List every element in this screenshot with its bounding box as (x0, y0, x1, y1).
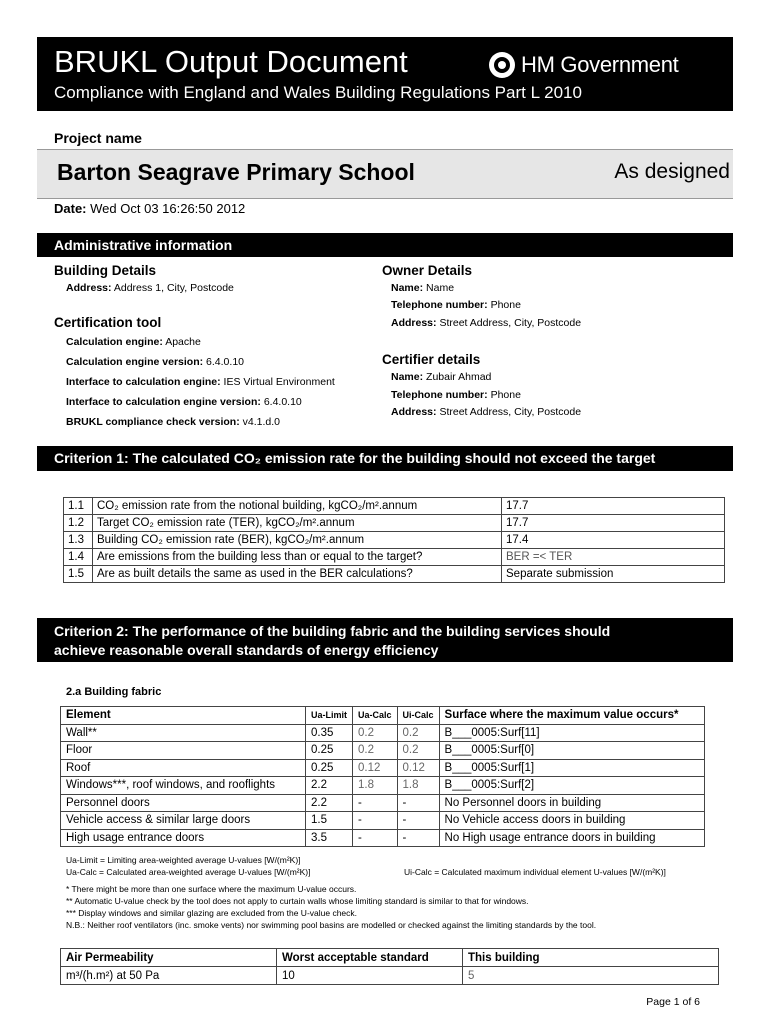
document-header (37, 37, 733, 111)
cell-surface: B___0005:Surf[2] (439, 777, 704, 795)
cert-item-label: Interface to calculation engine: (66, 376, 221, 388)
row-description: Target CO₂ emission rate (TER), kgCO₂/m².annum (93, 515, 502, 532)
col-header-ua-limit: Ua-Limit (306, 707, 353, 725)
certifier-item-label: Telephone number: (391, 389, 488, 401)
footnote: N.B.: Neither roof ventilators (inc. smoke vents) nor swimming pool basins are modelled or checked against the limiting standards by the tool. (66, 920, 597, 930)
row-number: 1.3 (64, 532, 93, 549)
certifier-item (391, 406, 581, 418)
cert-item-value: Apache (165, 336, 201, 348)
cell-ui-calc: 0.2 (397, 742, 439, 760)
project-name: Barton Seagrave Primary School (57, 159, 415, 185)
certifier-item (391, 389, 521, 401)
criterion1-title: Criterion 1: The calculated CO₂ emission rate for the building should not exceed the target (54, 450, 656, 466)
owner-item-label: Address: (391, 317, 437, 329)
cell-ua-calc: - (353, 829, 398, 847)
table-row (61, 812, 705, 830)
cell-ua-calc: 0.12 (353, 759, 398, 777)
cell-surface: B___0005:Surf[11] (439, 724, 704, 742)
legend-ui-calc: Ui-Calc = Calculated maximum individual element U-values [W/(m²K)] (404, 867, 666, 877)
table-row (64, 515, 725, 532)
row-value: 17.7 (502, 515, 725, 532)
cell-ua-limit: 0.35 (306, 724, 353, 742)
cell-worst-standard: 10 (277, 967, 463, 985)
cell-ua-limit: 3.5 (306, 829, 353, 847)
criterion2-bar (37, 618, 733, 662)
cert-item-value: 6.4.0.10 (206, 356, 244, 368)
table-row (61, 742, 705, 760)
cell-unit: m³/(h.m²) at 50 Pa (61, 967, 277, 985)
certifier-item-label: Address: (391, 406, 437, 418)
document-title: BRUKL Output Document (54, 44, 408, 79)
cert-item-value: 6.4.0.10 (263, 396, 302, 408)
cell-ui-calc: 0.12 (397, 759, 439, 777)
col-header-element: Element (61, 707, 306, 725)
cert-item-value: IES Virtual Environment (223, 376, 335, 388)
table-row (61, 759, 705, 777)
table-row (64, 566, 725, 583)
cell-element: High usage entrance doors (61, 829, 306, 847)
table-row (61, 777, 705, 795)
owner-item-value: Street Address, City, Postcode (439, 317, 582, 329)
building-address-value: Address 1, City, Postcode (113, 282, 234, 294)
page-number: Page 1 of 6 (646, 996, 700, 1008)
row-description: Are emissions from the building less than or equal to the target? (93, 549, 502, 566)
legend-ua-limit: Ua-Limit = Limiting area-weighted average U-values [W/(m²K)] (66, 855, 301, 865)
cell-ui-calc: - (397, 829, 439, 847)
building-address-label: Address: (66, 282, 112, 294)
row-value: 17.7 (502, 498, 725, 515)
cell-ua-limit: 0.25 (306, 759, 353, 777)
table-row (61, 794, 705, 812)
certifier-item-label: Name: (391, 371, 424, 383)
cell-surface: B___0005:Surf[1] (439, 759, 704, 777)
cert-item (66, 376, 335, 388)
cert-item-label: Calculation engine: (66, 336, 163, 348)
project-status: As designed (614, 160, 730, 183)
cell-ui-calc: 1.8 (397, 777, 439, 795)
admin-section-bar (37, 233, 733, 257)
certifier-item-value: Street Address, City, Postcode (439, 406, 582, 418)
table-row (64, 498, 725, 515)
document-subtitle: Compliance with England and Wales Building Regulations Part L 2010 (54, 83, 582, 102)
row-value: Separate submission (502, 566, 725, 583)
cell-this-building: 5 (463, 967, 719, 985)
cert-item (66, 336, 201, 348)
project-banner (37, 149, 733, 199)
date-label: Date: (54, 201, 87, 216)
cell-element: Wall** (61, 724, 306, 742)
cell-ui-calc: - (397, 794, 439, 812)
cell-surface: No High usage entrance doors in building (439, 829, 704, 847)
table-header-row (61, 707, 705, 725)
cell-ui-calc: - (397, 812, 439, 830)
row-value: BER =< TER (502, 549, 725, 566)
cell-ua-calc: 0.2 (353, 742, 398, 760)
footnote: ** Automatic U-value check by the tool does not apply to curtain walls whose limiting standard is similar to that for windows. (66, 896, 529, 906)
building-address (66, 282, 234, 294)
owner-item (391, 299, 521, 311)
criterion2-title-line2: achieve reasonable overall standards of energy efficiency (54, 642, 439, 658)
cell-ua-limit: 2.2 (306, 777, 353, 795)
row-number: 1.2 (64, 515, 93, 532)
project-name-label: Project name (54, 130, 142, 146)
table-row (61, 967, 719, 985)
royal-crest-icon (489, 52, 515, 78)
building-fabric-table (60, 706, 705, 847)
date-value: Wed Oct 03 16:26:50 2012 (90, 201, 246, 216)
table-row (61, 724, 705, 742)
col-header-this-building: This building (463, 949, 719, 967)
cert-item-label: Calculation engine version: (66, 356, 204, 368)
footnote: *** Display windows and similar glazing are excluded from the U-value check. (66, 908, 358, 918)
row-number: 1.4 (64, 549, 93, 566)
row-description: Building CO₂ emission rate (BER), kgCO₂/m².annum (93, 532, 502, 549)
owner-item-label: Telephone number: (391, 299, 488, 311)
table-header-row (61, 949, 719, 967)
cell-element: Floor (61, 742, 306, 760)
cert-item (66, 356, 244, 368)
date-row (54, 201, 245, 216)
cell-element: Vehicle access & similar large doors (61, 812, 306, 830)
table-row (61, 829, 705, 847)
certification-tool-heading: Certification tool (54, 315, 162, 330)
owner-item (391, 282, 454, 294)
row-description: CO₂ emission rate from the notional building, kgCO₂/m².annum (93, 498, 502, 515)
row-number: 1.5 (64, 566, 93, 583)
cell-ua-limit: 2.2 (306, 794, 353, 812)
cell-surface: B___0005:Surf[0] (439, 742, 704, 760)
criterion1-bar (37, 446, 733, 471)
cell-element: Roof (61, 759, 306, 777)
cert-item-value: v4.1.d.0 (242, 416, 280, 428)
air-permeability-table (60, 948, 719, 985)
cell-ua-limit: 0.25 (306, 742, 353, 760)
admin-section-title: Administrative information (54, 237, 233, 253)
owner-details-heading: Owner Details (382, 263, 473, 278)
certifier-item-value: Phone (490, 389, 521, 401)
cell-element: Windows***, roof windows, and rooflights (61, 777, 306, 795)
footnote: * There might be more than one surface where the maximum U-value occurs. (66, 884, 357, 894)
criterion1-table (63, 497, 725, 583)
cell-element: Personnel doors (61, 794, 306, 812)
cell-ui-calc: 0.2 (397, 724, 439, 742)
table-row (64, 549, 725, 566)
cert-item (66, 416, 280, 428)
cert-item (66, 396, 302, 408)
certifier-details-heading: Certifier details (382, 352, 481, 367)
col-header-worst-standard: Worst acceptable standard (277, 949, 463, 967)
owner-item-value: Phone (490, 299, 521, 311)
hm-government-logo (489, 51, 678, 79)
certifier-item-value: Zubair Ahmad (426, 371, 492, 383)
cell-ua-calc: - (353, 794, 398, 812)
cell-ua-calc: 0.2 (353, 724, 398, 742)
col-header-surface: Surface where the maximum value occurs* (439, 707, 704, 725)
row-description: Are as built details the same as used in the BER calculations? (93, 566, 502, 583)
building-details-heading: Building Details (54, 263, 157, 278)
cell-ua-calc: 1.8 (353, 777, 398, 795)
col-header-ua-calc: Ua-Calc (353, 707, 398, 725)
row-value: 17.4 (502, 532, 725, 549)
cell-surface: No Personnel doors in building (439, 794, 704, 812)
table-row (64, 532, 725, 549)
col-header-air-permeability: Air Permeability (61, 949, 277, 967)
certifier-item (391, 371, 491, 383)
row-number: 1.1 (64, 498, 93, 515)
cell-surface: No Vehicle access doors in building (439, 812, 704, 830)
legend-ua-calc: Ua-Calc = Calculated area-weighted average U-values [W/(m²K)] (66, 867, 311, 877)
owner-item-value: Name (426, 282, 455, 294)
col-header-ui-calc: Ui-Calc (397, 707, 439, 725)
building-fabric-title: 2.a Building fabric (66, 686, 162, 698)
criterion2-title-line1: Criterion 2: The performance of the building fabric and the building services should (54, 623, 611, 639)
cert-item-label: Interface to calculation engine version: (66, 396, 261, 408)
cell-ua-limit: 1.5 (306, 812, 353, 830)
cert-item-label: BRUKL compliance check version: (66, 416, 240, 428)
owner-item-label: Name: (391, 282, 424, 294)
cell-ua-calc: - (353, 812, 398, 830)
owner-item (391, 317, 581, 329)
gov-logo-text: HM Government (521, 52, 679, 77)
